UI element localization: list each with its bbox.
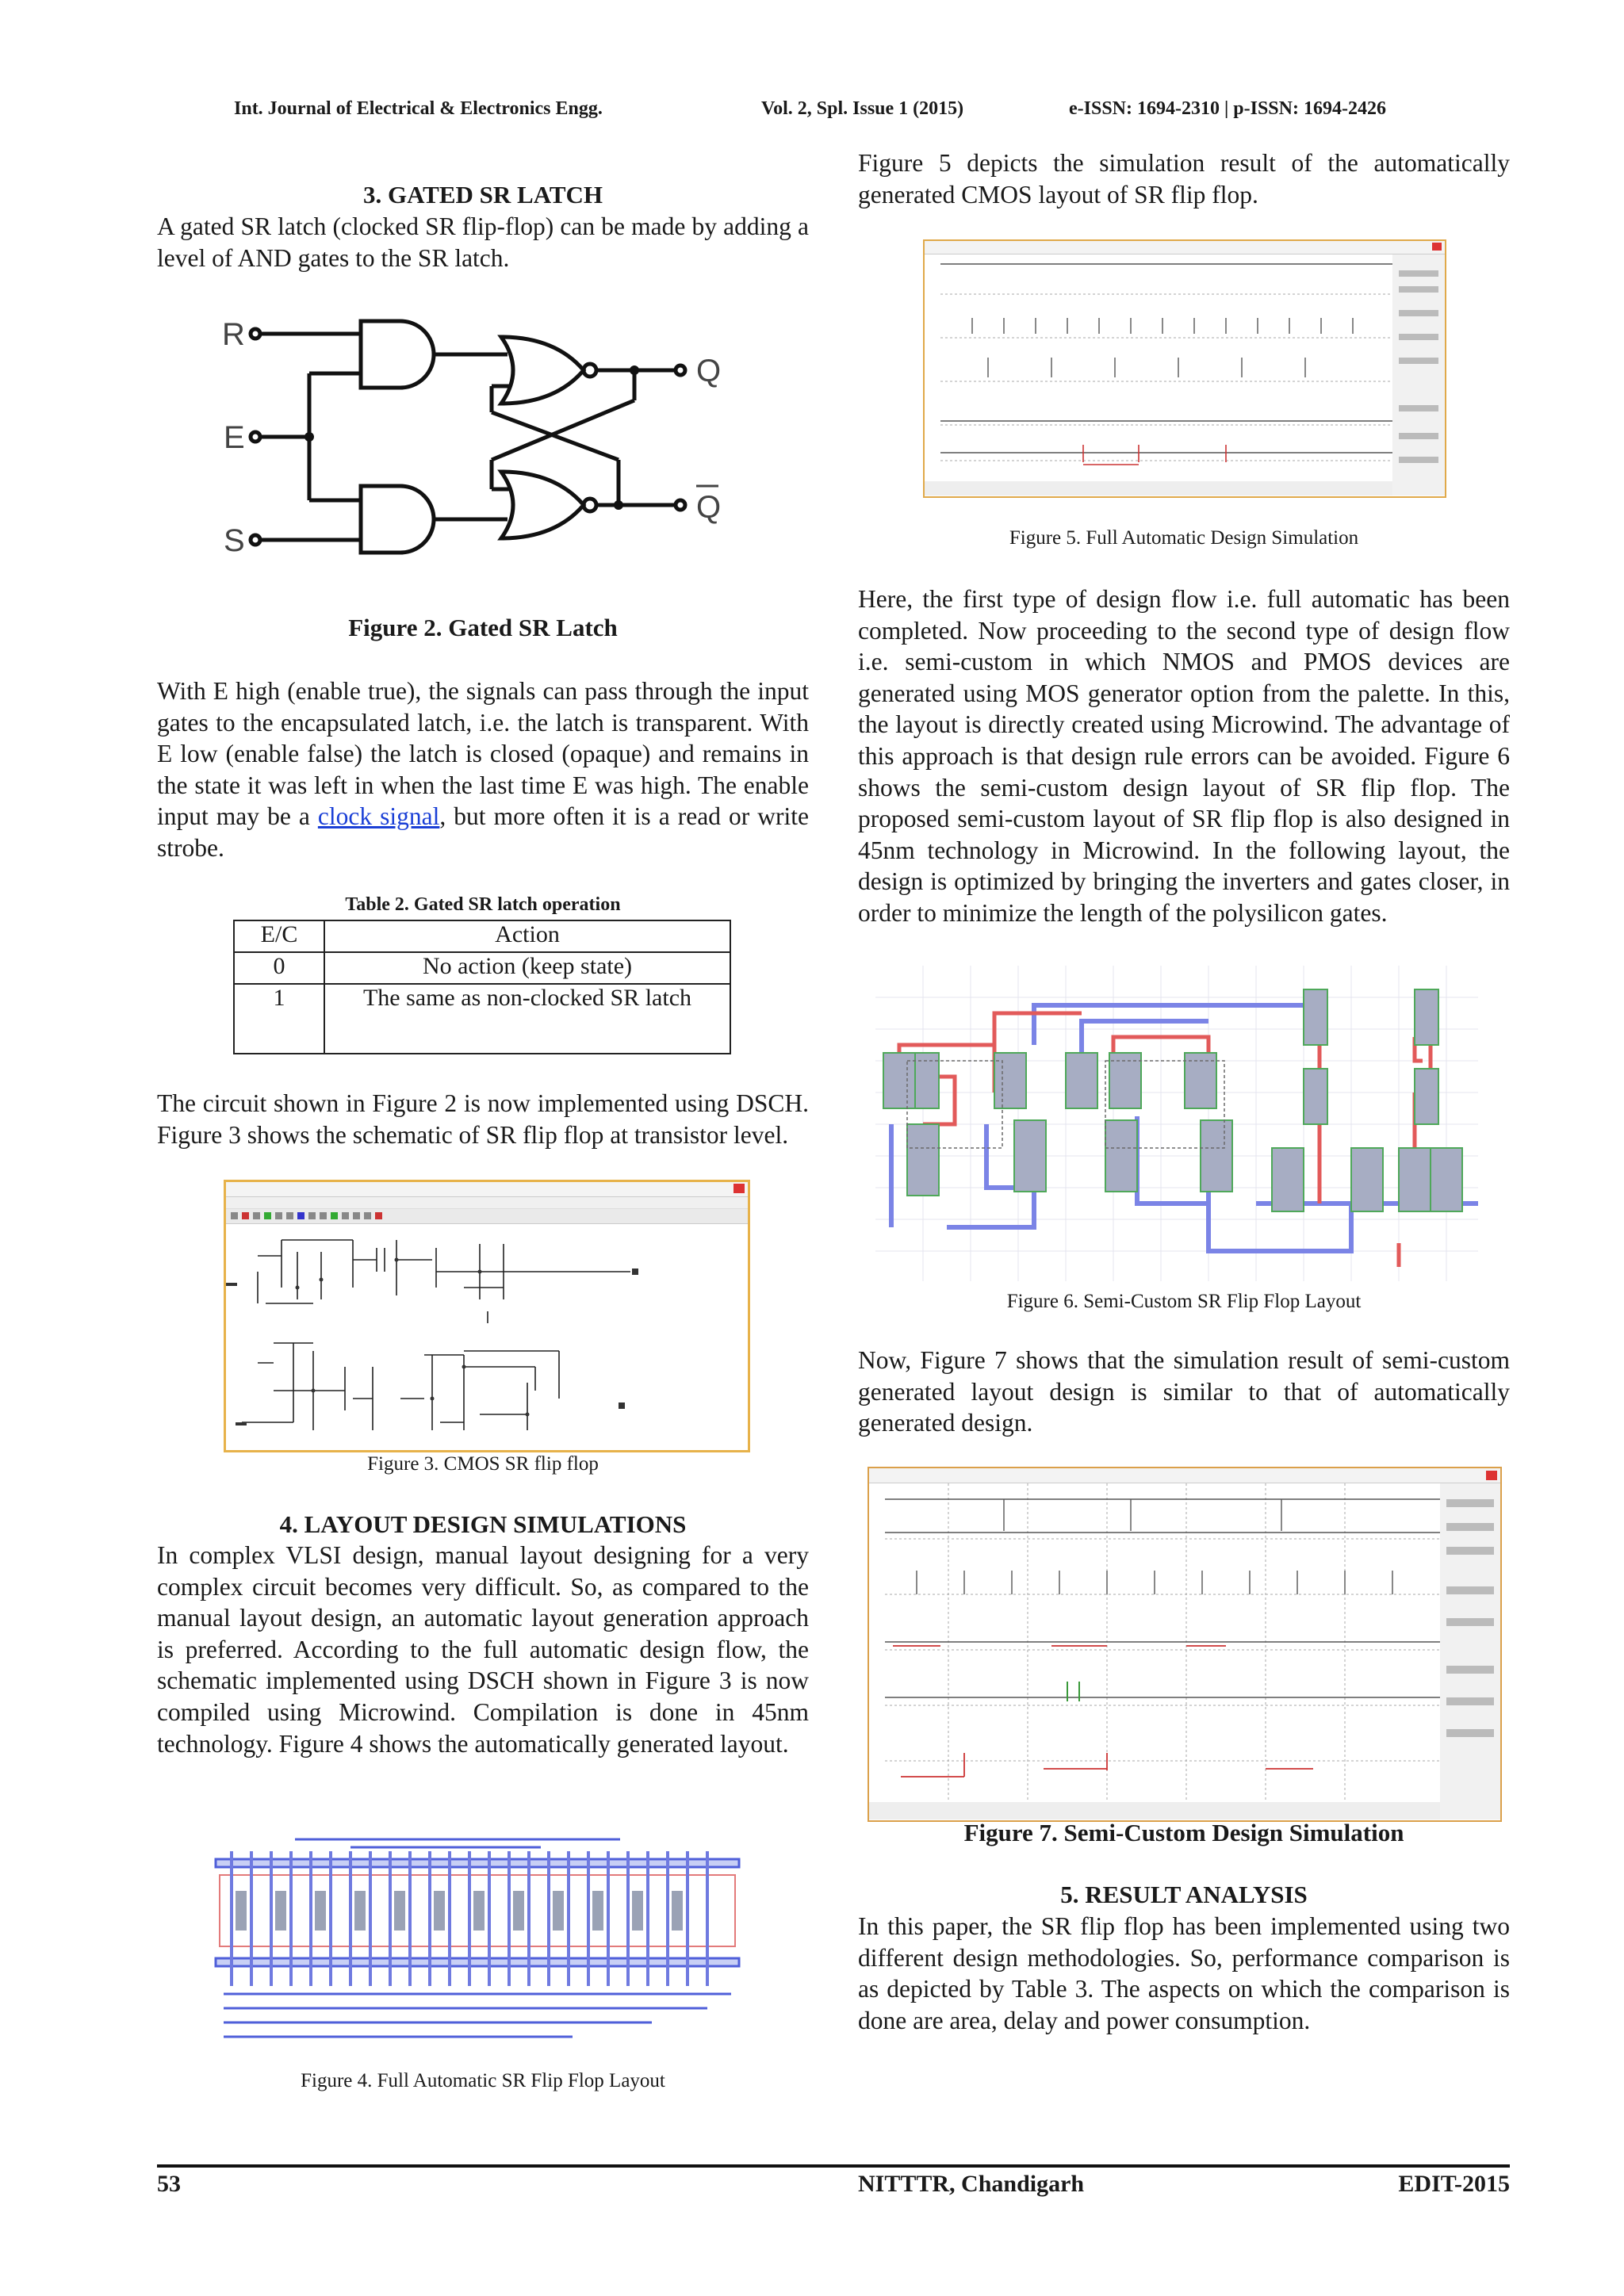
waveform-plot (925, 254, 1445, 496)
footer-edition: EDIT-2015 (1398, 2171, 1510, 2197)
table-2 (233, 920, 731, 1054)
label-r: R (222, 317, 245, 352)
table-cell: 0 (234, 952, 324, 984)
label-s: S (224, 523, 245, 558)
table-cell: The same as non-clocked SR latch (324, 984, 730, 1054)
label-e: E (224, 420, 245, 455)
waveform-plot (869, 1483, 1500, 1820)
section5-title: 5. RESULT ANALYSIS (1060, 1881, 1308, 1908)
close-icon[interactable] (1486, 1471, 1497, 1480)
label-q: Q (696, 354, 722, 388)
figure-7-simulation-window (868, 1467, 1502, 1822)
section3-title: 3. GATED SR LATCH (362, 181, 603, 209)
paragraph-fig5: Figure 5 depicts the simulation result of the automatically generated CMOS layout of SR flip flop. (858, 149, 1510, 209)
table-header-ec: E/C (234, 920, 324, 952)
figure-3-dsch-window (224, 1180, 750, 1452)
paragraph-enable: With E high (enable true), the signals can pass through the input gates to the encapsulated latch, i.e. the latch is transparent. With E low (enable false) the latch is closed (opaque) and remains in the state it was left in when the last time E was high. The enable input may be a clock signal, but more often it is a read or write strobe. (157, 677, 809, 862)
footer-rule (157, 2164, 1510, 2168)
journal-issn: e-ISSN: 1694-2310 | p-ISSN: 1694-2426 (1069, 98, 1386, 119)
paragraph-result: In this paper, the SR flip flop has been implemented using two different design methodologies. So, performance comparison is as depicted by Table 3. The aspects on which the comparison is done are area, delay and power consumption. (858, 1912, 1510, 2034)
toolbar[interactable] (226, 1209, 748, 1224)
close-icon[interactable] (733, 1184, 745, 1193)
figure-3-caption: Figure 3. CMOS SR flip flop (367, 1453, 599, 1475)
window-title-bar (226, 1182, 748, 1197)
paragraph-dsch: The circuit shown in Figure 2 is now implemented using DSCH. Figure 3 shows the schematic of SR flip flop at transistor level. (157, 1089, 809, 1149)
figure-6-caption: Figure 6. Semi-Custom SR Flip Flop Layout (1006, 1291, 1362, 1312)
paragraph-fig7: Now, Figure 7 shows that the simulation result of semi-custom generated layout design is similar to that of automatically generated design. (858, 1346, 1510, 1437)
clock-signal-link[interactable]: clock signal (317, 802, 440, 831)
window-title-bar (869, 1468, 1500, 1483)
figure-2-gated-sr-latch (222, 305, 761, 575)
journal-name: Int. Journal of Electrical & Electronics Engg. (234, 98, 603, 119)
gated-sr-latch-diagram (222, 305, 761, 575)
paragraph-semicustom: Here, the first type of design flow i.e. full automatic has been completed. Now proceeding to the second type of design flow i.e. semi-custom in which NMOS and PMOS devices are generated using MOS generator option from the palette. In this, the layout is directly created using Microwind. The advantage of this approach is that design rule errors can be avoided. Figure 6 shows the semi-custom design layout of SR flip flop. The proposed semi-custom layout of SR flip flop is also designed in 45nm technology in Microwind. In the following layout, the design is optimized by bringing the inverters and gates closer, in order to minimize the length of the polysilicon gates. (858, 585, 1510, 927)
figure-4-layout (208, 1827, 763, 2053)
table-2-caption: Table 2. Gated SR latch operation (345, 894, 621, 915)
journal-volume: Vol. 2, Spl. Issue 1 (2015) (761, 98, 964, 119)
table-cell: 1 (234, 984, 324, 1054)
label-qbar: Q (696, 490, 722, 525)
section4-title: 4. LAYOUT DESIGN SIMULATIONS (279, 1510, 687, 1538)
section3-intro: A gated SR latch (clocked SR flip-flop) can be made by adding a level of AND gates to the SR latch. (157, 212, 809, 272)
close-icon[interactable] (1432, 243, 1442, 251)
menu-bar[interactable] (226, 1197, 748, 1209)
page-number: 53 (157, 2171, 181, 2197)
figure-2-caption: Figure 2. Gated SR Latch (348, 614, 618, 641)
table-header-action: Action (324, 920, 730, 952)
figure-5-caption: Figure 5. Full Automatic Design Simulation (1009, 527, 1359, 549)
figure-6-semicustom-layout (875, 966, 1478, 1281)
footer-org: NITTTR, Chandigarh (858, 2171, 1085, 2197)
figure-5-simulation-window (923, 239, 1446, 498)
figure-7-caption: Figure 7. Semi-Custom Design Simulation (963, 1819, 1404, 1846)
paragraph-layout: In complex VLSI design, manual layout designing for a very complex circuit becomes very difficult. So, as compared to the manual layout design, an automatic layout generation approach is preferred. According to the full automatic design flow, the schematic implemented using DSCH shown in Figure 3 is now compiled using Microwind. Compilation is done in 45nm technology. Figure 4 shows the automatically generated layout. (157, 1541, 809, 1758)
transistor-schematic (226, 1224, 748, 1448)
table-cell: No action (keep state) (324, 952, 730, 984)
figure-4-caption: Figure 4. Full Automatic SR Flip Flop Layout (301, 2070, 665, 2091)
window-title-bar (925, 241, 1445, 254)
